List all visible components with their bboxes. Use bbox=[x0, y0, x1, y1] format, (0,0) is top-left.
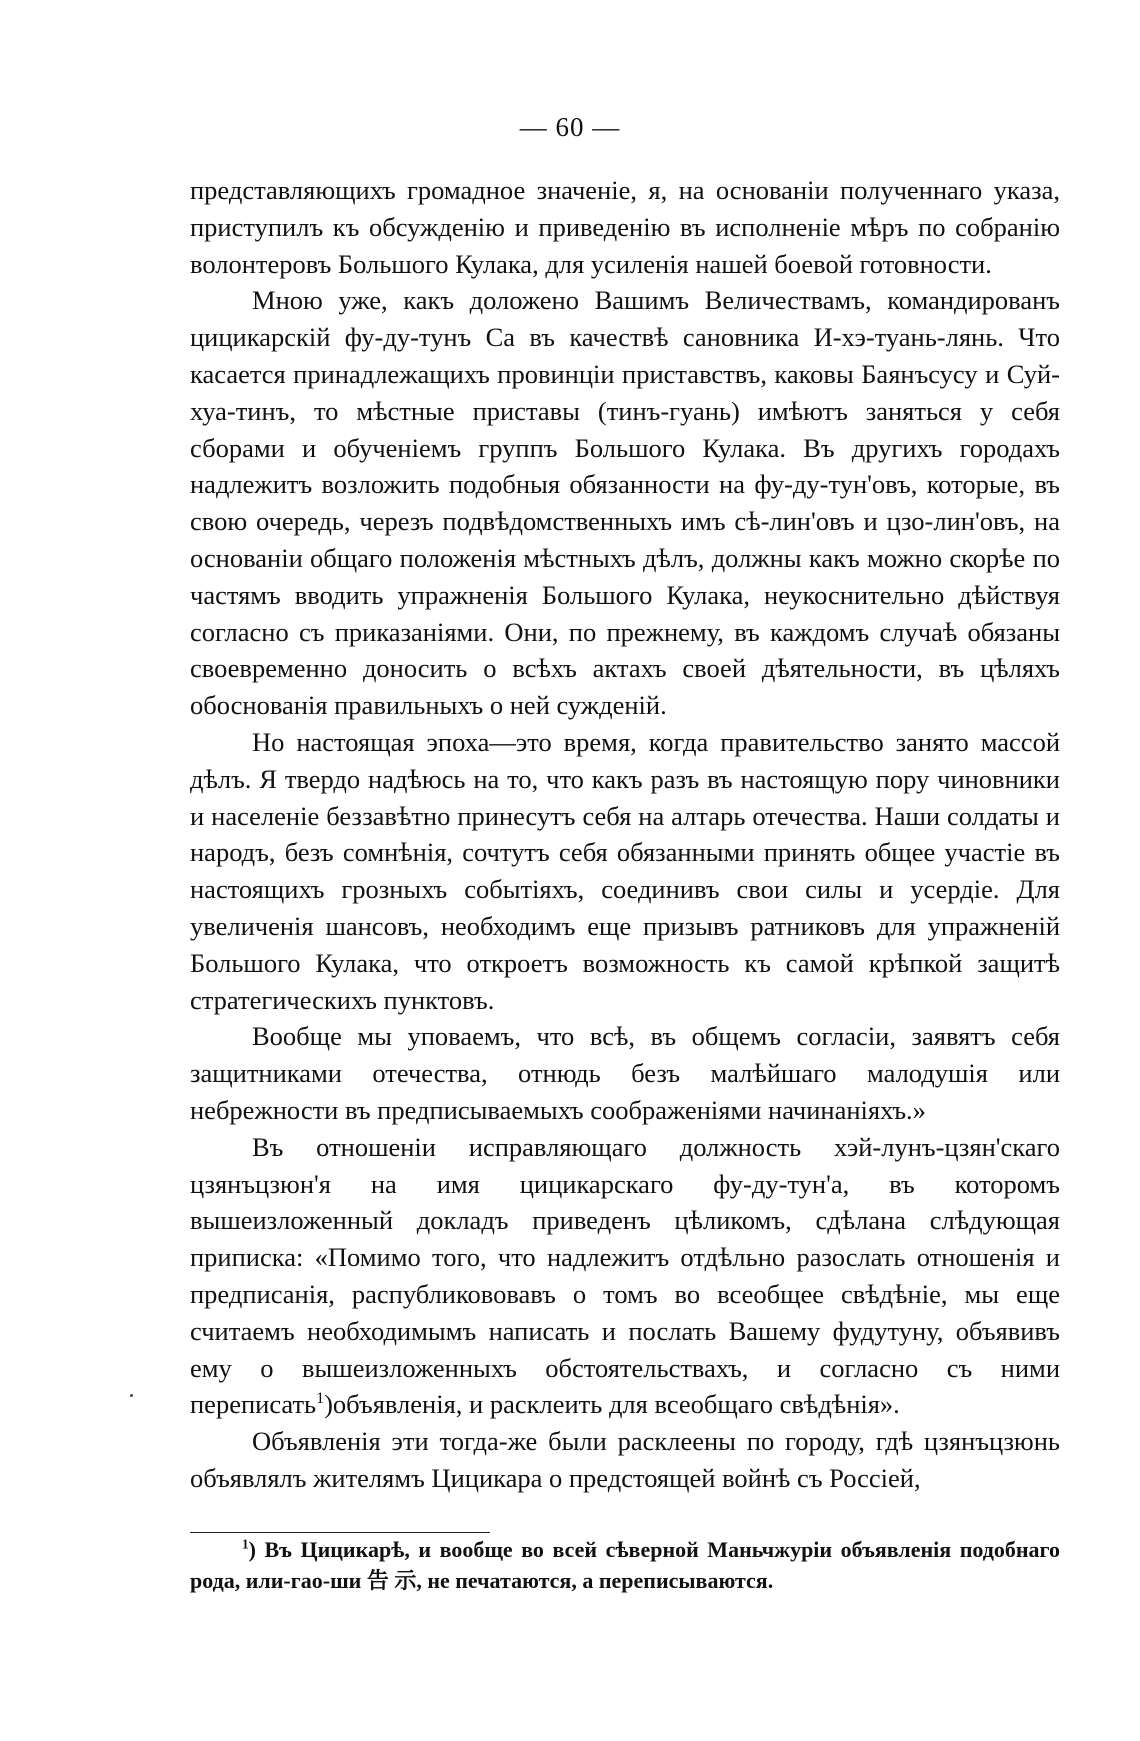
paragraph-3: Но настоящая эпоха—это время, когда правительство занято массой дѣлъ. Я твердо надѣюсь на то, что какъ разъ въ настоящую пору чиновники и населеніе беззавѣтно принесутъ себя на алтарь отечества. Наши солдаты и народъ, безъ сомнѣнія, сочтутъ себя обязанными принять общее участіе въ настоящихъ грозныхъ событіяхъ, соединивъ свои силы и усердіе. Для увеличенія шансовъ, необходимъ еще призывъ ратниковъ для упражненій Большого Кулака, что откроетъ возможность къ самой крѣпкой защитѣ стратегическихъ пунктовъ. bbox=[190, 726, 1060, 1015]
paragraph-1: представляющихъ громадное значеніе, я, на основаніи полученнаго указа, приступилъ къ обсужденію и приведенію въ исполненіе мѣръ по собранію волонтеровъ Большого Кулака, для усиленія нашей боевой готовности. bbox=[190, 175, 1060, 279]
paragraph-5 bbox=[190, 1129, 1060, 1423]
page-number: — 60 — bbox=[519, 112, 621, 142]
footnote-divider bbox=[190, 1532, 490, 1533]
footnote-text: ) Въ Цицикарѣ, и вообще во всей сѣверной Маньчжуріи объявленія подобнаго рода, или-гао-ши 告 示, не печатаются, а переписываются. bbox=[190, 1537, 1060, 1593]
paragraph-5-text: Въ отношеніи исправляющаго должность хэй-лунъ-цзян'скаго цзянъцзюн'я на имя цицикарскаго фу-ду-тун'а, въ которомъ вышеизложенный докладъ приведенъ цѣликомъ, сдѣлана слѣдующая приписка: «Помимо того, что надлежитъ отдѣльно разослать отношенія и предписанія, распубликововавъ о томъ во всеобщее свѣдѣніе, мы еще считаемъ необходимымъ написать и послать Вашему фудутуну, объявивъ ему о вышеизложенныхъ обстоятельствахъ, и согласно съ ними переписать bbox=[190, 1131, 1060, 1420]
paragraph-6: Объявленія эти тогда-же были расклеены по городу, гдѣ цзянъцзюнь объявлялъ жителямъ Цицикара о предстоящей войнѣ съ Россіей, bbox=[190, 1426, 1060, 1493]
body-text bbox=[190, 172, 1060, 1497]
footnote-marker: 1 bbox=[242, 1536, 249, 1552]
paragraph-2: Мною уже, какъ доложено Вашимъ Величествамъ, командированъ цицикарскій фу-ду-тунъ Са въ качествѣ сановника И-хэ-туань-лянь. Что касается принадлежащихъ провинціи приставствъ, каковы Баянъсусу и Суй-хуа-тинъ, то мѣстные приставы (тинъ-гуань) имѣютъ заняться у себя сборами и обученіемъ группъ Большого Кулака. Въ другихъ городахъ надлежитъ возложить подобныя обязанности на фу-ду-тун'овъ, которые, въ свою очередь, черезъ подвѣдомственныхъ имъ сѣ-лин'овъ и цзо-лин'овъ, на основаніи общаго положенія мѣстныхъ дѣлъ, должны какъ можно скорѣе по частямъ вводить упражненія Большого Кулака, неукоснительно дѣйствуя согласно съ приказаніями. Они, по прежнему, въ каждомъ случаѣ обязаны своевременно доносить о всѣхъ актахъ своей дѣятельности, въ цѣляхъ обоснованія правильныхъ о ней сужденій. bbox=[190, 285, 1060, 721]
footnote bbox=[190, 1534, 1060, 1596]
footnote-reference: 1 bbox=[316, 1390, 325, 1408]
paragraph-5-tail: )объявленія, и расклеить для всеобщаго свѣдѣнія». bbox=[324, 1389, 900, 1420]
paragraph-4: Вообще мы уповаемъ, что всѣ, въ общемъ согласіи, заявятъ себя защитниками отечества, отнюдь безъ малѣйшаго малодушія или небрежности въ предписываемыхъ соображеніями начинаніяхъ.» bbox=[190, 1021, 1060, 1125]
scan-speck bbox=[130, 1394, 133, 1397]
